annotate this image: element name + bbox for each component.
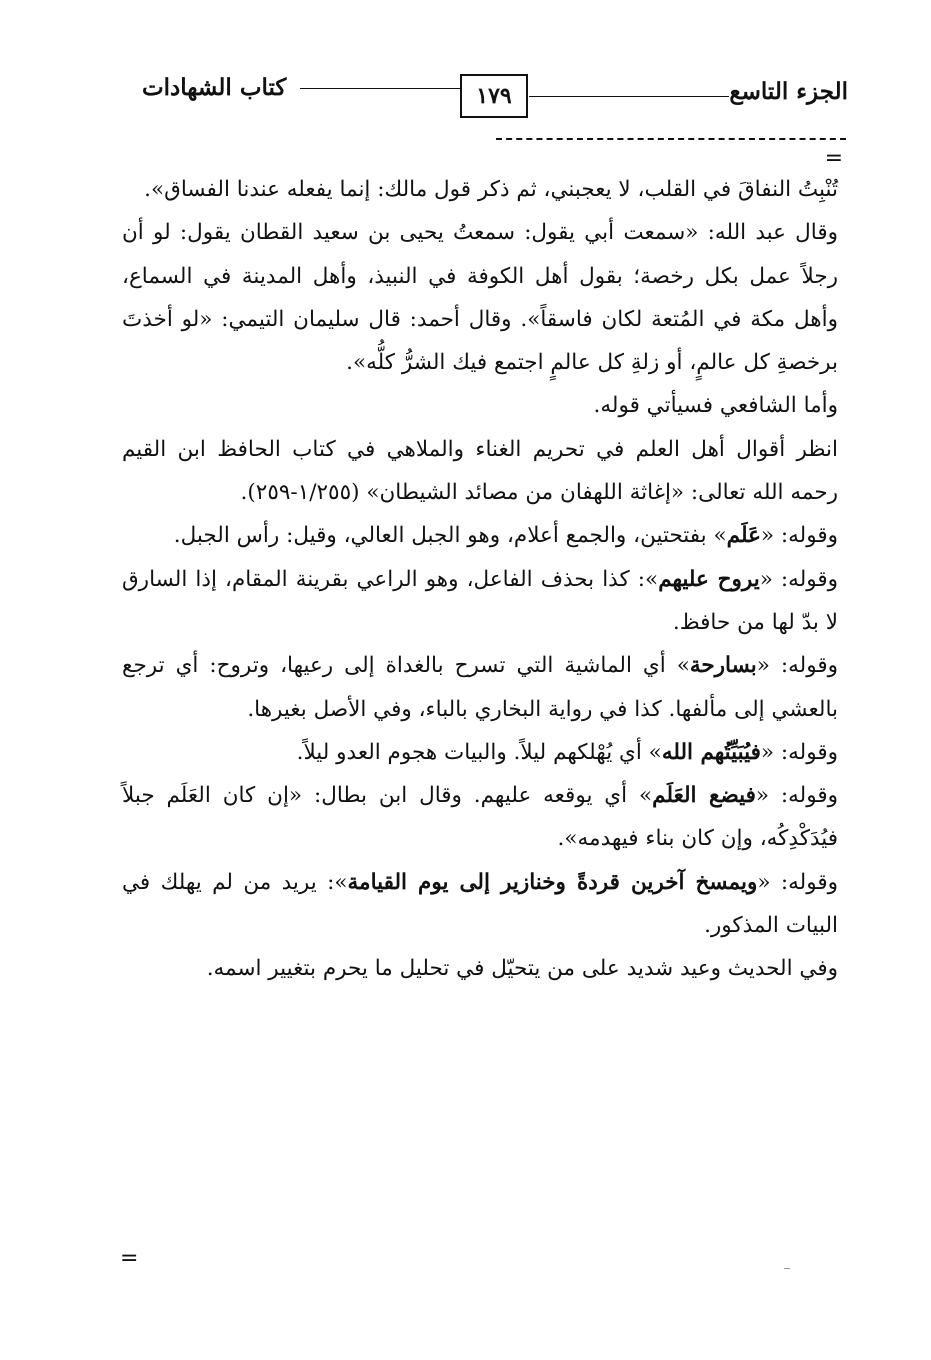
continuation-mark-top: = (824, 146, 843, 171)
gloss-yubayyituhum (122, 731, 838, 774)
paragraph-1: تُنْبِتُ النفاقَ في القلب، لا يعجبني، ثم ذكر قول مالك: إنما يفعله عندنا الفساق». (144, 177, 838, 202)
continuation-mark-bottom: = (120, 1246, 139, 1271)
gloss-term: فيضع العَلَم (652, 783, 756, 809)
gloss-yada-alalam (122, 774, 838, 861)
gloss-sariha (122, 644, 838, 731)
gloss-prefix: وقوله: « (759, 566, 839, 592)
gloss-explanation: » أي الماشية التي تسرح بالغداة إلى رعيها، وتروح: أي ترجع بالعشي إلى مألفها. كذا في رواية البخاري بالباء، وفي الأصل بغيرها. (122, 653, 838, 722)
gloss-explanation: »: يريد من لم يهلك في البيات المذكور. (122, 869, 838, 939)
scan-speck (784, 1268, 790, 1269)
page-number: ١٧٩ (460, 74, 528, 118)
gloss-explanation: » أي يُهْلكهم ليلاً. والبيات هجوم العدو ليلاً. (296, 739, 662, 765)
gloss-term: بسارحة (689, 653, 757, 679)
paragraph-4: انظر أقوال أهل العلم في تحريم الغناء والملاهي في كتاب الحافظ ابن القيم رحمه الله تعالى: «إغاثة اللهفان من مصائد الشيطان» (١/٢٥٥-٢٥٩). (122, 436, 838, 506)
gloss-explanation: » أي يوقعه عليهم. وقال ابن بطال: «إن كان العَلَم جبلاً فيُدَكْدِكُه، وإن كان بناء فيهدمه». (122, 783, 838, 852)
gloss-term: فيُبَيِّتُهم الله (661, 739, 761, 765)
running-header (140, 66, 848, 126)
gloss-prefix: وقوله: « (756, 653, 838, 679)
gloss-explanation: » بفتحتين، والجمع أعلام، وهو الجبل العالي، وقيل: رأس الجبل. (173, 523, 727, 549)
footnote-body (122, 168, 838, 991)
header-rule-right (529, 96, 729, 97)
paragraph-2: وقال عبد الله: «سمعت أبي يقول: سمعتُ يحيى بن سعيد القطان يقول: لو أن رجلاً عمل بكل رخصة؛ بقول أهل الكوفة في النبيذ، وأهل المدينة في السماع، وأهل مكة في المُتعة لكان فاسقاً». وقال أحمد: قال سليمان التيمي: «لو أخذتَ برخصةِ كل عالمٍ، أو زلةِ كل عالمٍ اجتمع فيك الشرُّ كلُّه». (122, 220, 838, 376)
gloss-prefix: وقوله: « (760, 523, 838, 549)
gloss-yamsakh (122, 861, 838, 948)
gloss-term: عَلَم (726, 523, 761, 549)
part-title: الجزء التاسع (729, 78, 848, 105)
gloss-term: يروح عليهم (658, 566, 760, 592)
gloss-alam (122, 514, 838, 557)
gloss-explanation: »: كذا بحذف الفاعل، وهو الراعي بقرينة المقام، إذا السارق لا بدّ لها من حافظ. (122, 566, 838, 635)
header-rule-left (300, 88, 460, 89)
paragraph-closing: وفي الحديث وعيد شديد على من يتحيّل في تحليل ما يحرم بتغيير اسمه. (206, 956, 838, 982)
gloss-prefix: وقوله: « (757, 869, 838, 895)
book-title: كتاب الشهادات (142, 74, 287, 101)
gloss-yaruh (122, 558, 838, 645)
paragraph-3: وأما الشافعي فسيأتي قوله. (593, 393, 838, 419)
gloss-term: ويمسخ آخرين قردةً وخنازير إلى يوم القيامة (347, 869, 758, 895)
gloss-prefix: وقوله: « (755, 783, 838, 809)
footnote-separator (496, 138, 846, 140)
gloss-prefix: وقوله: « (760, 739, 838, 765)
